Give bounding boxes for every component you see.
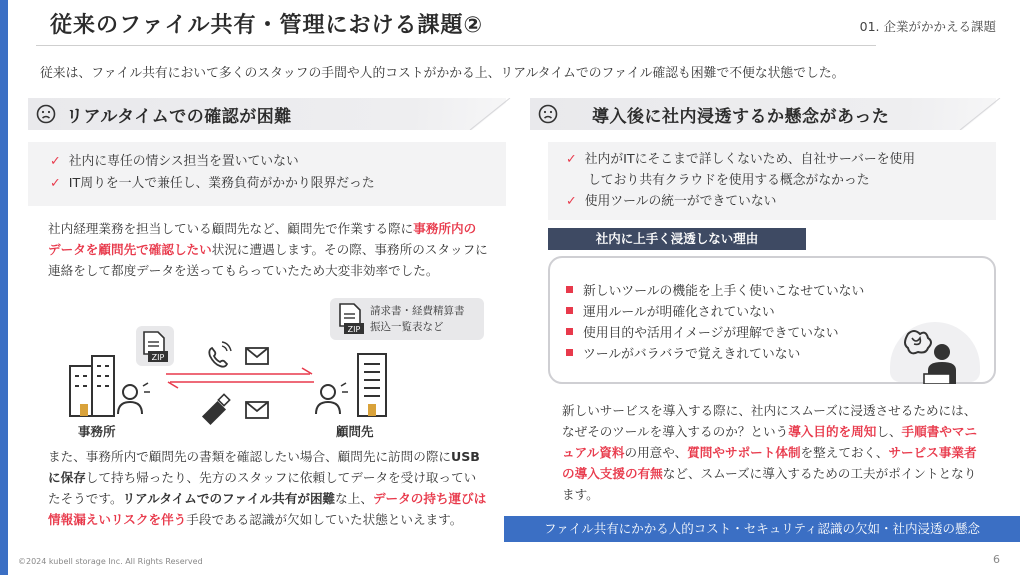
client-building-icon [312, 352, 402, 418]
bubble-line-2: 振込一覧表など [370, 321, 444, 333]
bubble-line-1: 請求書・経費精算書 [370, 305, 465, 317]
mail-icon [246, 348, 268, 364]
office-building-icon [64, 352, 154, 418]
bullet-square-icon [566, 307, 573, 314]
confused-person-icon [900, 330, 970, 384]
check-item: ✓ 社内に専任の情シス担当を置いていない [50, 154, 299, 169]
bullet-square-icon [566, 286, 573, 293]
zip-document-icon [336, 302, 366, 336]
check-item: ✓ IT周りを一人で兼任し、業務負荷がかかり限界だった [50, 176, 375, 191]
summary-bar: ファイル共有にかかる人的コスト・セキュリティ認識の欠如・社内浸透の懸念 [504, 516, 1020, 542]
left-paragraph-2: また、事務所内で顧問先の書類を確認したい場合、顧問先に訪問の際にUSBに保存して持ち帰ったり、先方のスタッフに依頼してデータを受け取っていたそうです。リアルタイムでのファイル共有が困難な上、データの持ち運びは情報漏えいリスクを伴う手段である認識が欠如していた状態といえます。 [48, 449, 487, 527]
phone-icon [209, 342, 231, 367]
copyright: ©2024 kubell storage Inc. All Rights Reserved [18, 557, 203, 566]
title-divider [36, 45, 876, 46]
mail-icon [246, 402, 268, 418]
office-label: 事務所 [78, 424, 116, 439]
check-item-continuation: しており共有クラウドを使用する概念がなかった [588, 173, 870, 188]
check-icon: ✓ [566, 152, 577, 167]
left-panel-title: リアルタイムでの確認が困難 [66, 107, 292, 127]
frown-face-icon [538, 104, 558, 124]
heading-decoration [412, 98, 512, 130]
reason-tag: 社内に上手く浸透しない理由 [548, 228, 806, 250]
page-title: 従来のファイル共有・管理における課題② [50, 13, 484, 38]
right-panel-title: 導入後に社内浸透するか懸念があった [592, 107, 890, 127]
reason-item: 運用ルールが明確化されていない [566, 301, 775, 320]
check-item: ✓ 社内がITにそこまで詳しくないため、自社サーバーを使用 [566, 152, 916, 167]
left-accent-bar [0, 0, 8, 575]
bullet-square-icon [566, 328, 573, 335]
bullet-square-icon [566, 349, 573, 356]
check-icon: ✓ [50, 154, 61, 169]
intro-text: 従来は、ファイル共有において多くのスタッフの手間や人的コストがかかる上、リアルタイムでのファイル確認も困難で不便な状態でした。 [40, 66, 845, 81]
section-label: 01. 企業がかかえる課題 [859, 19, 996, 34]
heading-decoration [902, 98, 1002, 130]
reason-item: ツールがバラバラで覚えきれていない [566, 343, 800, 362]
right-panel-heading [530, 98, 996, 130]
check-icon: ✓ [50, 176, 61, 191]
check-item: ✓ 使用ツールの統一ができていない [566, 194, 777, 209]
usb-icon [202, 394, 230, 425]
left-paragraph-1: 社内経理業務を担当している顧問先など、顧問先で作業する際に事務所内のデータを顧問先で確認したい状況に遭遇します。その際、事務所のスタッフに連絡をして都度データを送ってもらっていたため大変非効率でした。 [48, 221, 488, 278]
left-panel-heading [28, 98, 506, 130]
svg-text:ZIP: ZIP [347, 325, 361, 334]
exchange-arrows [160, 340, 320, 430]
reason-item: 使用目的や活用イメージが理解できていない [566, 322, 839, 341]
page-number: 6 [993, 553, 1000, 566]
svg-text:ZIP: ZIP [151, 353, 165, 362]
check-icon: ✓ [566, 194, 577, 209]
frown-face-icon [36, 104, 56, 124]
reason-item: 新しいツールの機能を上手く使いこなせていない [566, 280, 864, 299]
right-paragraph: 新しいサービスを導入する際に、社内にスムーズに浸透させるためには、なぜそのツールを導入するのか？という導入目的を周知し、手順書やマニュアル資料の用意や、質問やサポート体制を整えておく、サービス事業者の導入支援の有無など、スムーズに導入するための工夫がポイントとなります。 [562, 403, 978, 502]
client-label: 顧問先 [336, 424, 374, 439]
